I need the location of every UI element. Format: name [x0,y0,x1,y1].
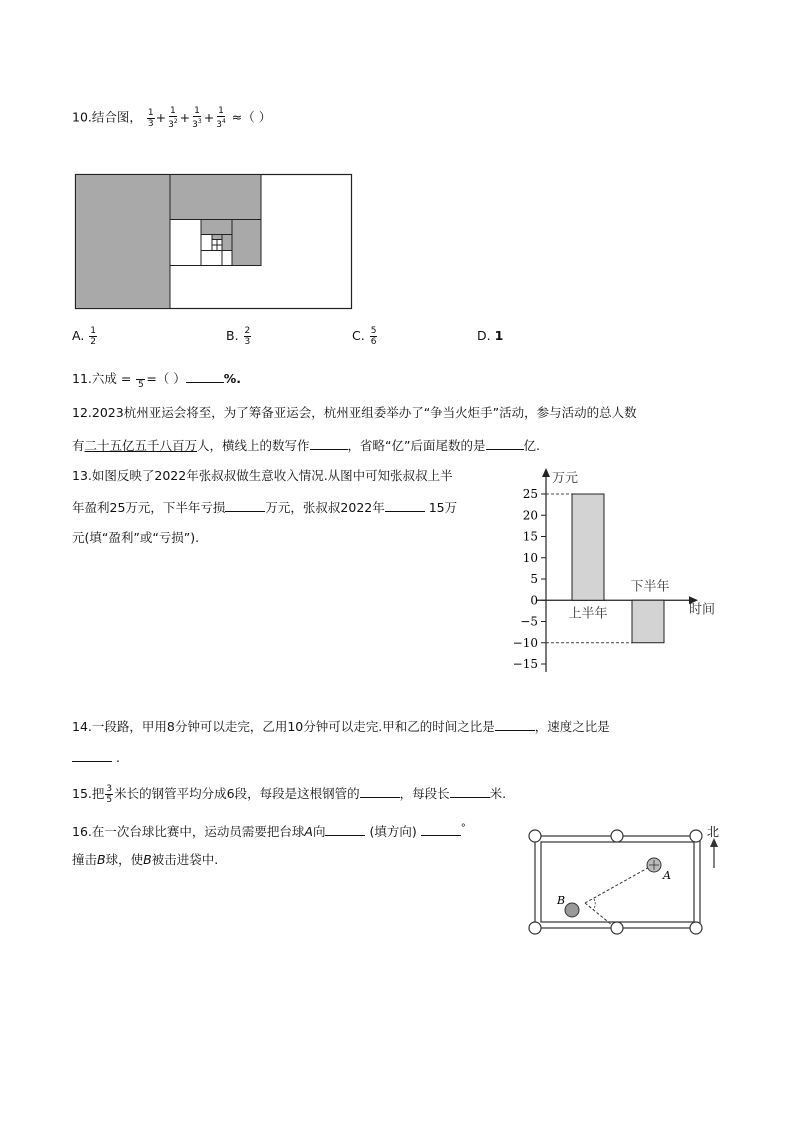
q10-option-d[interactable]: D. 1 [477,328,504,343]
y-tick-label: −15 [512,657,538,671]
north-arrow-icon [710,838,718,847]
q10-approx: ≈（ ） [231,109,272,125]
q15-blank-2[interactable] [450,783,490,798]
y-axis-label: 万元 [552,471,579,486]
q13-income-chart [500,462,730,677]
pocket-bottom-left [529,922,541,934]
bar-2 [632,600,664,643]
bar-1 [572,494,604,600]
pocket-bottom-right [690,922,702,934]
q11-fraction: 5 [136,369,145,390]
label-ball-b: B [557,894,566,907]
q10-expression: $\frac{1}{3}$ + $\frac{1}{3^2}$ + $\frac{1}{3^3}$ + $\frac{1}{3^4}$ [147,106,226,130]
q13-blank-2[interactable] [385,497,425,512]
y-tick-label: 5 [530,572,538,586]
q13-blank-1[interactable] [225,497,265,512]
table-inner-edge [541,842,694,922]
y-tick-label: 15 [522,529,538,544]
q14-blank-1[interactable] [495,716,535,731]
q14-blank-2[interactable] [72,747,112,762]
q15-stem: 15.把 $\frac{3}{5}$ 米长的钢管平均分成6段，每段是这根钢管的 ，每段长 米. [72,784,507,805]
q13-line3: 元(填“盈利”或“亏损”). [72,530,200,545]
q13-line1: 13.如图反映了2022年张叔叔做生意收入情况.从图中可知张叔叔上半 [72,468,453,483]
q10-text: 结合图， [91,109,142,125]
q10-stem [72,106,271,130]
pocket-top-right [690,830,702,842]
q14-line1: 14.一段路，甲用8分钟可以走完，乙用10分钟可以走完.甲和乙的时间之比是 ，速度之比是 [72,716,610,737]
q11-stem: 11.六成 = 5 =（ ） %. [72,368,241,390]
q14-line2: . [72,747,120,768]
y-tick-label: 25 [522,487,538,501]
q12-blank-2[interactable] [486,435,524,450]
q10-options [72,322,572,350]
q16-blank-angle[interactable] [421,821,461,836]
x-axis-label: 时间 [689,602,716,618]
q10-number: 10. [72,109,92,125]
cue-path [585,865,653,903]
q12-line2: 有二十五亿五千八百万人，横线上的数写作 ，省略“亿”后面尾数的是 亿. [72,435,540,456]
q10-square-figure [74,173,354,311]
y-tick-label: 0 [530,593,538,608]
ball-b [565,903,579,917]
q12-line1: 12.2023杭州亚运会将至，为了筹备亚运会，杭州亚组委举办了“争当火炬手”活动，参与活动的总人数 [72,405,637,420]
q12-blank-1[interactable] [310,435,348,450]
angle-arc [593,899,595,910]
q10-option-a[interactable]: A. $\frac{1}{2}$ [72,326,97,347]
q12-underlined-number: 二十五亿五千八百万 [84,438,198,453]
q15-blank-1[interactable] [360,783,400,798]
y-axis-arrow-icon [542,468,550,477]
north-label: 北 [707,825,720,839]
q10-option-b[interactable]: B. $\frac{2}{3}$ [226,326,251,347]
table-outer-edge [535,836,700,928]
q16-line1: 16.在一次台球比赛中，运动员需要把台球A向 (填方向) ° [72,823,466,840]
pocket-top-left [529,830,541,842]
q16-line2: 撞击B球，使B被击进袋中. [72,852,219,867]
q16-pool-table-figure [524,820,734,940]
q11-answer-blank[interactable] [186,368,224,383]
y-tick-label: 10 [522,550,538,565]
q13-line2: 年盈利25万元，下半年亏损 万元，张叔叔2022年 15万 [72,497,457,518]
y-tick-label: 20 [522,508,538,523]
pocket-top-middle [611,830,623,842]
q10-option-c[interactable]: C. $\frac{5}{6}$ [352,326,377,347]
category-label-2: 下半年 [630,579,670,595]
category-label-1: 上半年 [568,606,608,622]
q16-blank-direction[interactable] [325,821,365,836]
y-tick-label: −10 [512,635,538,650]
label-ball-a: A [663,869,671,882]
y-tick-label: −5 [520,614,538,629]
q15-fraction: $\frac{3}{5}$ [106,784,113,805]
pocket-bottom-middle [611,922,623,934]
